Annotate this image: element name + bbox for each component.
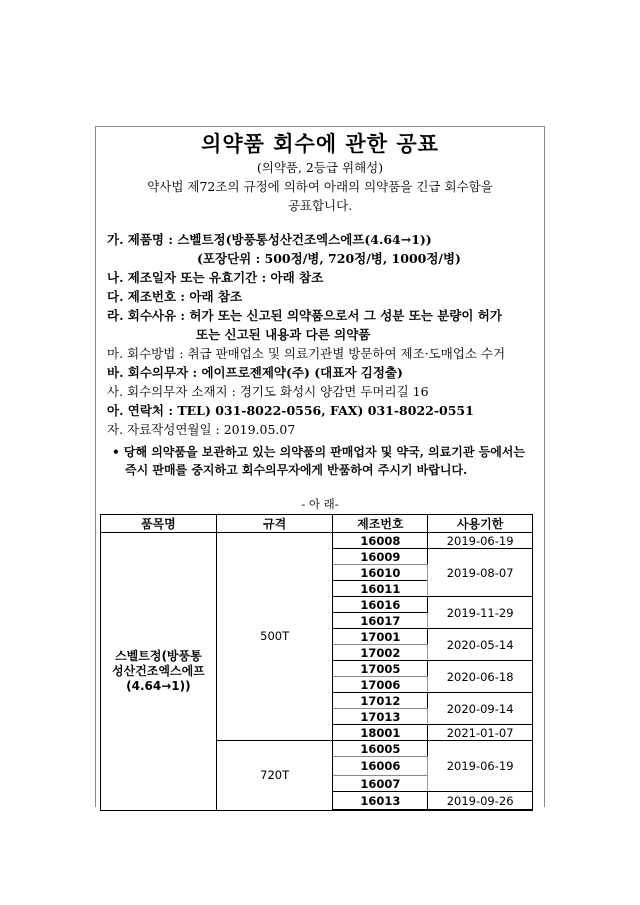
item-recall-obligor: 바. 회수의무자 : 에이프로젠제약(주) (대표자 김정출) xyxy=(107,365,403,380)
expiry-cell: 2020-05-14 xyxy=(428,629,533,661)
page-subtitle: (의약품, 2등급 위해성) xyxy=(256,160,384,175)
header-lot: 제조번호 xyxy=(333,515,428,533)
table-header-row xyxy=(101,515,533,533)
recall-lot-table xyxy=(100,514,533,811)
below-label: - 아 래- xyxy=(301,497,339,511)
table-row xyxy=(101,533,533,549)
product-line: (4.64→1)) xyxy=(126,678,191,693)
expiry-cell: 2019-06-19 xyxy=(428,741,533,792)
item-package-units: (포장단위 : 500정/병, 720정/병, 1000정/병) xyxy=(197,251,461,266)
lot-cell: 16005 xyxy=(333,741,428,757)
intro-text xyxy=(95,177,545,215)
product-name-cell xyxy=(101,533,217,811)
lot-cell: 17001 xyxy=(333,629,428,645)
expiry-cell: 2020-06-18 xyxy=(428,661,533,693)
notice-line: 즉시 판매를 중지하고 회수의무자에게 반품하여 주시기 바랍니다. xyxy=(125,463,468,477)
item-obligor-address: 사. 회수의무자 소재지 : 경기도 화성시 양감면 두머리길 16 xyxy=(107,384,429,399)
lot-cell: 17005 xyxy=(333,661,428,677)
item-recall-reason-cont: 또는 신고된 내용과 다른 의약품 xyxy=(196,327,371,342)
product-line: 스벨트정(방풍통 xyxy=(115,648,202,663)
expiry-cell: 2019-11-29 xyxy=(428,597,533,629)
item-lot-number: 다. 제조번호 : 아래 참조 xyxy=(107,289,243,304)
header-product: 품목명 xyxy=(101,515,217,533)
page-title: 의약품 회수에 관한 공표 xyxy=(201,132,439,156)
expiry-cell: 2019-08-07 xyxy=(428,549,533,597)
lot-cell: 16011 xyxy=(333,581,428,597)
item-contact: 아. 연락처 : TEL) 031-8022-0556, FAX) 031-8022-0551 xyxy=(107,403,474,418)
item-recall-method: 마. 회수방법 : 취급 판매업소 및 의료기관별 방문하여 제조·도매업소 수거 xyxy=(107,346,506,361)
item-recall-reason: 라. 회수사유 : 허가 또는 신고된 의약품으로서 그 성분 또는 분량이 허가 xyxy=(107,308,502,323)
header-spec: 규격 xyxy=(216,515,333,533)
notice-text xyxy=(112,443,542,479)
expiry-cell: 2019-06-19 xyxy=(428,533,533,549)
lot-cell: 16013 xyxy=(333,792,428,811)
lot-cell: 16008 xyxy=(333,533,428,549)
header-expiry: 사용기한 xyxy=(428,515,533,533)
spec-cell: 720T xyxy=(216,741,333,811)
item-product-name: 가. 제품명 : 스벨트정(방풍통성산건조엑스에프(4.64→1)) xyxy=(107,232,432,247)
lot-cell: 17013 xyxy=(333,709,428,725)
intro-line: 약사법 제72조의 규정에 의하여 아래의 의약품을 긴급 회수함을 xyxy=(147,179,493,194)
product-line: 성산건조엑스에프 xyxy=(112,663,205,678)
spec-cell: 500T xyxy=(216,533,333,741)
lot-cell: 18001 xyxy=(333,725,428,741)
lot-cell: 16010 xyxy=(333,565,428,581)
lot-cell: 16007 xyxy=(333,776,428,792)
expiry-cell: 2021-01-07 xyxy=(428,725,533,741)
recall-details-list xyxy=(107,230,547,439)
lot-cell: 16009 xyxy=(333,549,428,565)
lot-cell: 17012 xyxy=(333,693,428,709)
lot-cell: 16016 xyxy=(333,597,428,613)
lot-cell: 17006 xyxy=(333,677,428,693)
item-manufacture-date: 나. 제조일자 또는 유효기간 : 아래 참조 xyxy=(107,270,324,285)
lot-cell: 16006 xyxy=(333,757,428,776)
item-date-written: 자. 자료작성연월일 : 2019.05.07 xyxy=(107,422,296,437)
lot-cell: 17002 xyxy=(333,645,428,661)
notice-line: • 당해 의약품을 보관하고 있는 의약품의 판매업자 및 약국, 의료기관 등에서는 xyxy=(112,445,525,459)
expiry-cell: 2020-09-14 xyxy=(428,693,533,725)
expiry-cell: 2019-09-26 xyxy=(428,792,533,811)
intro-line: 공표합니다. xyxy=(287,198,353,213)
lot-cell: 16017 xyxy=(333,613,428,629)
